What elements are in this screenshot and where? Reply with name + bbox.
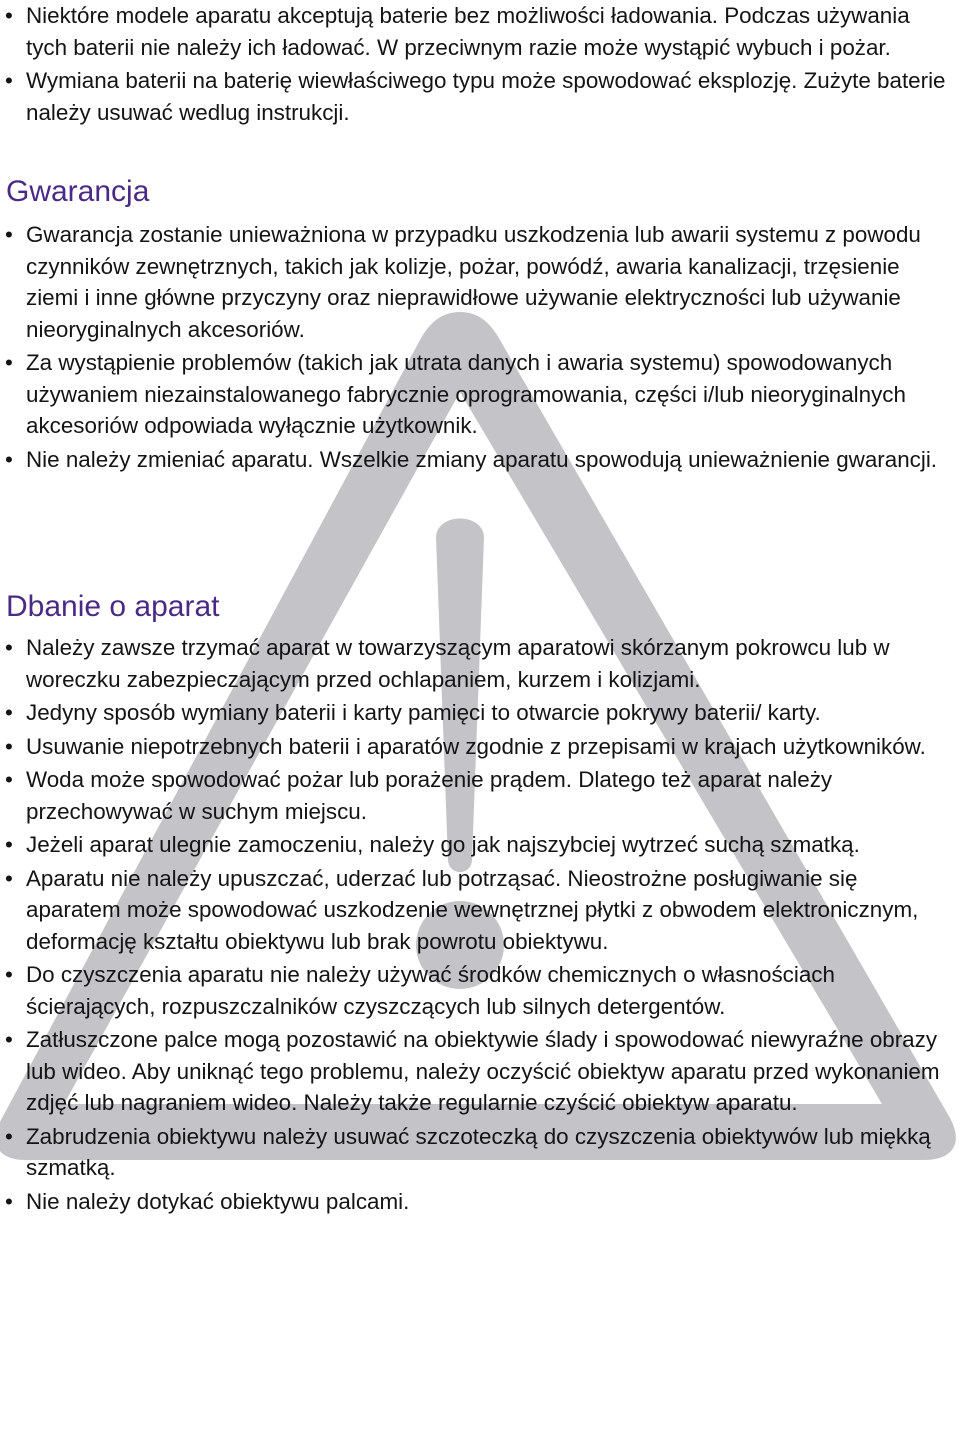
section-heading-warranty: Gwarancja: [6, 175, 150, 208]
list-item: • Wymiana baterii na baterię wiewłaściwego typu może spowodować eksplozję. Zużyte baterie należy usuwać wedlug instrukcji.: [0, 65, 960, 128]
intro-bullet-list: [0, 0, 960, 130]
list-item: • Zabrudzenia obiektywu należy usuwać szczoteczką do czyszczenia obiektywów lub miękką szmatką.: [0, 1121, 960, 1184]
list-item: • Niektóre modele aparatu akceptują baterie bez możliwości ładowania. Podczas używania tych baterii nie należy ich ładować. W przeciwnym razie może wystąpić wybuch i pożar.: [0, 0, 960, 63]
list-item: • Zatłuszczone palce mogą pozostawić na obiektywie ślady i spowodować niewyraźne obrazy lub wideo. Aby uniknąć tego problemu, należy oczyścić obiektyw aparatu przed wykonaniem zdjęć lub nagraniem wideo. Należy także regularnie czyścić obiektyw aparatu.: [0, 1024, 960, 1119]
camera-care-bullet-list: [0, 632, 960, 1219]
list-item: • Należy zawsze trzymać aparat w towarzyszącym aparatowi skórzanym pokrowcu lub w woreczku zabezpieczającym przed ochlapaniem, kurzem i kolizjami.: [0, 632, 960, 695]
list-item: • Aparatu nie należy upuszczać, uderzać lub potrząsać. Nieostrożne posługiwanie się aparatem może spowodować uszkodzenie wewnętrznej płytki z obwodem elektronicznym, deformację kształtu obiektywu lub brak powrotu obiektywu.: [0, 863, 960, 958]
list-item: • Gwarancja zostanie unieważniona w przypadku uszkodzenia lub awarii systemu z powodu czynników zewnętrznych, takich jak kolizje, pożar, powódź, awaria kanalizacji, trzęsienie ziemi i inne główne przyczyny oraz nieprawidłowe używanie elektryczności lub używanie nieoryginalnych akcesoriów.: [0, 219, 960, 345]
list-item: • Usuwanie niepotrzebnych baterii i aparatów zgodnie z przepisami w krajach użytkowników.: [0, 731, 960, 763]
list-item: • Do czyszczenia aparatu nie należy używać środków chemicznych o własnościach ścierających, rozpuszczalników czyszczących lub silnych detergentów.: [0, 959, 960, 1022]
list-item: • Woda może spowodować pożar lub porażenie prądem. Dlatego też aparat należy przechowywać w suchym miejscu.: [0, 764, 960, 827]
list-item: • Nie należy dotykać obiektywu palcami.: [0, 1186, 960, 1218]
list-item: • Nie należy zmieniać aparatu. Wszelkie zmiany aparatu spowodują unieważnienie gwarancji.: [0, 444, 960, 476]
list-item: • Za wystąpienie problemów (takich jak utrata danych i awaria systemu) spowodowanych używaniem niezainstalowanego fabrycznie oprogramowania, części i/lub nieoryginalnych akcesoriów odpowiada wyłącznie użytkownik.: [0, 347, 960, 442]
list-item: • Jedyny sposób wymiany baterii i karty pamięci to otwarcie pokrywy baterii/ karty.: [0, 697, 960, 729]
list-item: • Jeżeli aparat ulegnie zamoczeniu, należy go jak najszybciej wytrzeć suchą szmatką.: [0, 829, 960, 861]
section-heading-camera-care: Dbanie o aparat: [6, 590, 220, 623]
warranty-bullet-list: [0, 219, 960, 477]
